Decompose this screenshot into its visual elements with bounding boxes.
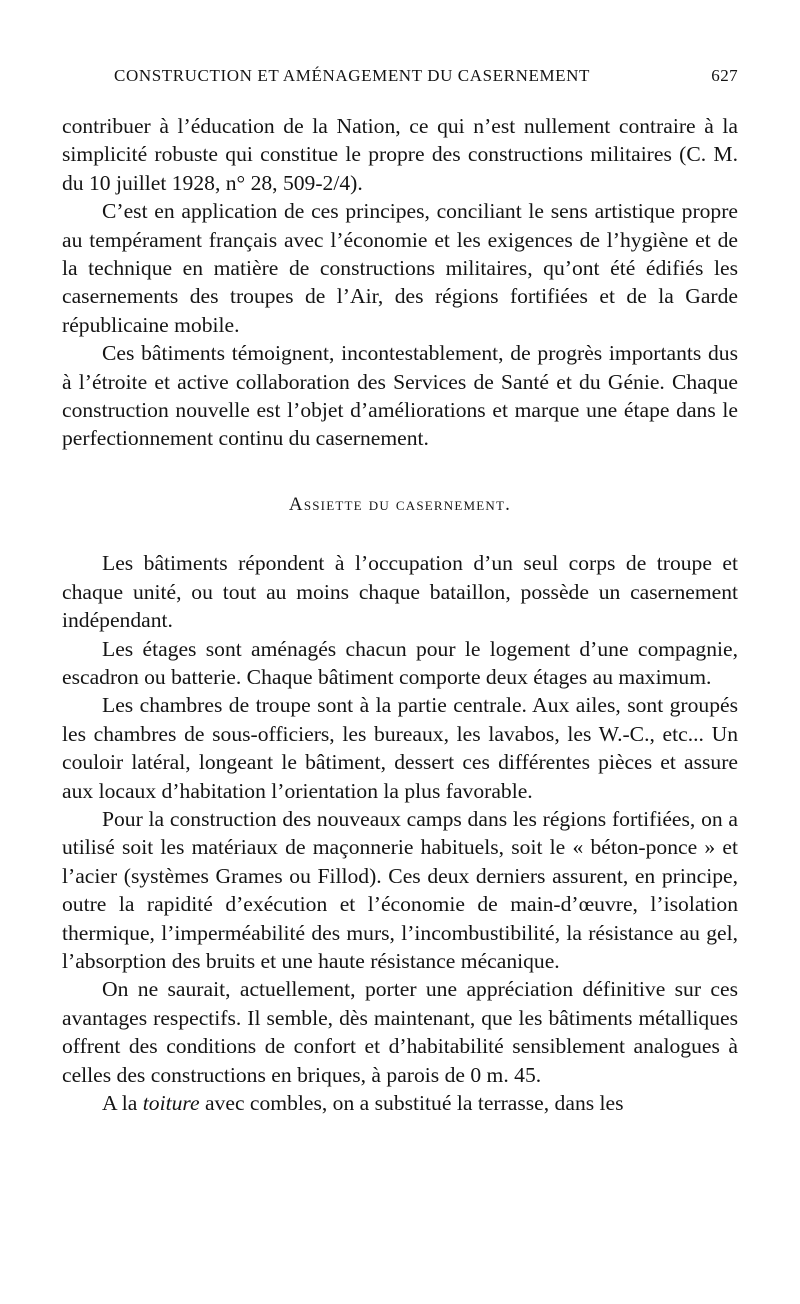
section-heading <box>62 491 738 519</box>
italic-term: toiture <box>142 1091 200 1115</box>
paragraph-last <box>62 1089 738 1117</box>
paragraph: Ces bâtiments témoignent, incontestablement, de progrès importants dus à l’étroite et active collaboration des Services de Santé et du Génie. Chaque construction nouvelle est l’objet d’améliorations et marque une étape dans le perfectionnement continu du casernement. <box>62 341 738 451</box>
text-run: avec combles, on a substitué la terrasse, dans les <box>199 1091 624 1115</box>
paragraph-continuation: contribuer à l’éducation de la Nation, ce qui n’est nullement contraire à la simplicité robuste qui constitue le propre des constructions militaires (C. M. du 10 juillet 1928, n° 28, 509-2/4). <box>62 114 738 195</box>
body-text <box>62 112 738 1117</box>
paragraph: C’est en application de ces principes, conciliant le sens artistique propre au tempérament français avec l’économie et les exigences de l’hygiène et de la technique en matière de constructions militaires, qu’ont été édifiés les casernements des troupes de l’Air, des régions fortifiées et de la Garde républicaine mobile. <box>62 199 738 337</box>
running-head <box>114 66 738 94</box>
section-heading-text: Assiette du casernement. <box>288 493 512 515</box>
paragraph: Les étages sont aménagés chacun pour le logement d’une compagnie, escadron ou batterie. Chaque bâtiment comporte deux étages au maximum. <box>62 636 738 689</box>
paragraph: Les chambres de troupe sont à la partie centrale. Aux ailes, sont groupés les chambres de sous-officiers, les bureaux, les lavabos, les W.-C., etc... Un couloir latéral, longeant le bâtiment, dessert ces différentes pièces et assure aux locaux d’habitation l’orientation la plus favorable. <box>62 693 738 803</box>
running-title: CONSTRUCTION ET AMÉNAGEMENT DU CASERNEMENT <box>114 66 591 85</box>
paragraph: On ne saurait, actuellement, porter une appréciation définitive sur ces avantages respectifs. Il semble, dès maintenant, que les bâtiments métalliques offrent des conditions de confort et d’habitabilité sensiblement analogues à celles des constructions en briques, à parois de 0 m. 45. <box>62 977 738 1087</box>
paragraph: Les bâtiments répondent à l’occupation d’un seul corps de troupe et chaque unité, ou tout au moins chaque bataillon, possède un casernement indépendant. <box>62 551 738 633</box>
page-number: 627 <box>711 66 738 85</box>
paragraph: Pour la construction des nouveaux camps dans les régions fortifiées, on a utilisé soit les matériaux de maçonnerie habituels, soit le « béton-ponce » et l’acier (systèmes Grames ou Fillod). Ces deux derniers assurent, en principe, outre la rapidité d’exécution et l’économie de main-d’œuvre, l’isolation thermique, l’imperméabilité des murs, l’incombustibilité, la résistance au gel, l’absorption des bruits et une haute résistance mécanique. <box>62 806 738 973</box>
text-run: A la <box>102 1091 143 1115</box>
